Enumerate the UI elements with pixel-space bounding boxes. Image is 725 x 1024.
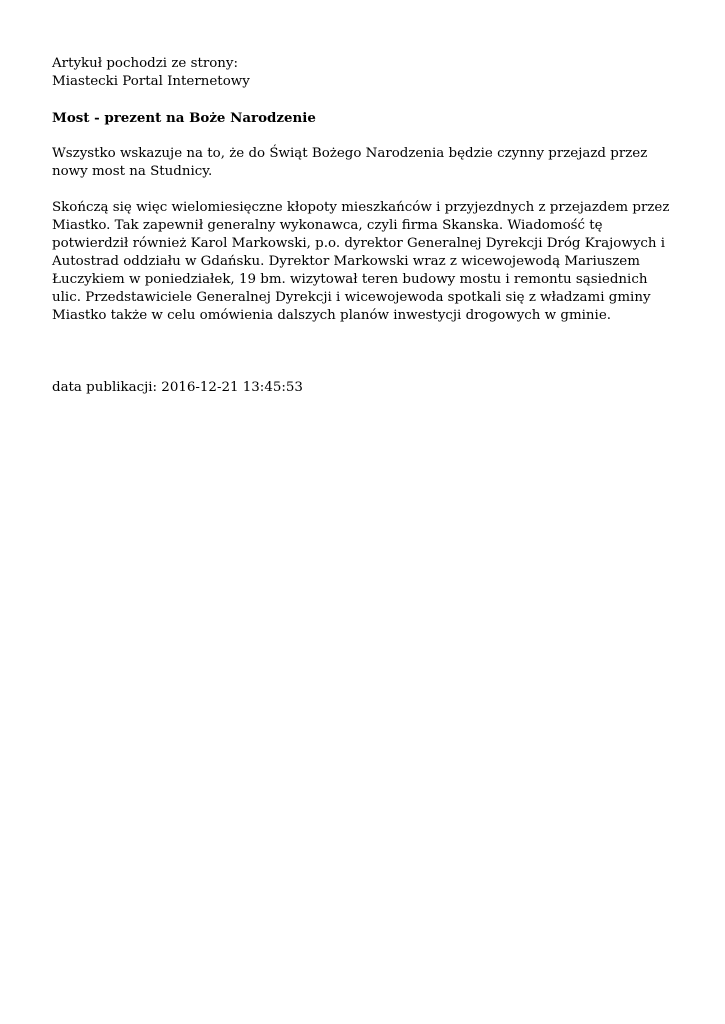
article-paragraph: Wszystko wskazuje na to, że do Świąt Bożego Narodzenia będzie czynny przejazd przez nowy most na Studnicy. — [52, 146, 648, 179]
source-label: Artykuł pochodzi ze strony: — [52, 56, 238, 71]
source-block — [52, 55, 672, 91]
publication-date: data publikacji: 2016-12-21 13:45:53 — [52, 380, 303, 395]
document-page — [52, 55, 672, 397]
source-site-name: Miastecki Portal Internetowy — [52, 74, 250, 89]
article-title: Most - prezent na Boże Narodzenie — [52, 110, 316, 126]
article-paragraph: Skończą się więc wielomiesięczne kłopoty mieszkańców i przyjezdnych z przejazdem przez Miastko. Tak zapewnił generalny wykonawca, czyli firma Skanska. Wiadomość tę potwierdził również Karol Markowski, p.o. dyrektor Generalnej Dyrekcji Dróg Krajowych i Autostrad oddziału w Gdańsku. Dyrektor Markowski wraz z wicewojewodą Mariuszem Łuczykiem w poniedziałek, 19 bm. wizytował teren budowy mostu i remontu sąsiednich ulic. Przedstawiciele Generalnej Dyrekcji i wicewojewoda spotkali się z władzami gminy Miastko także w celu omówienia dalszych planów inwestycji drogowych w gminie. — [52, 200, 670, 323]
